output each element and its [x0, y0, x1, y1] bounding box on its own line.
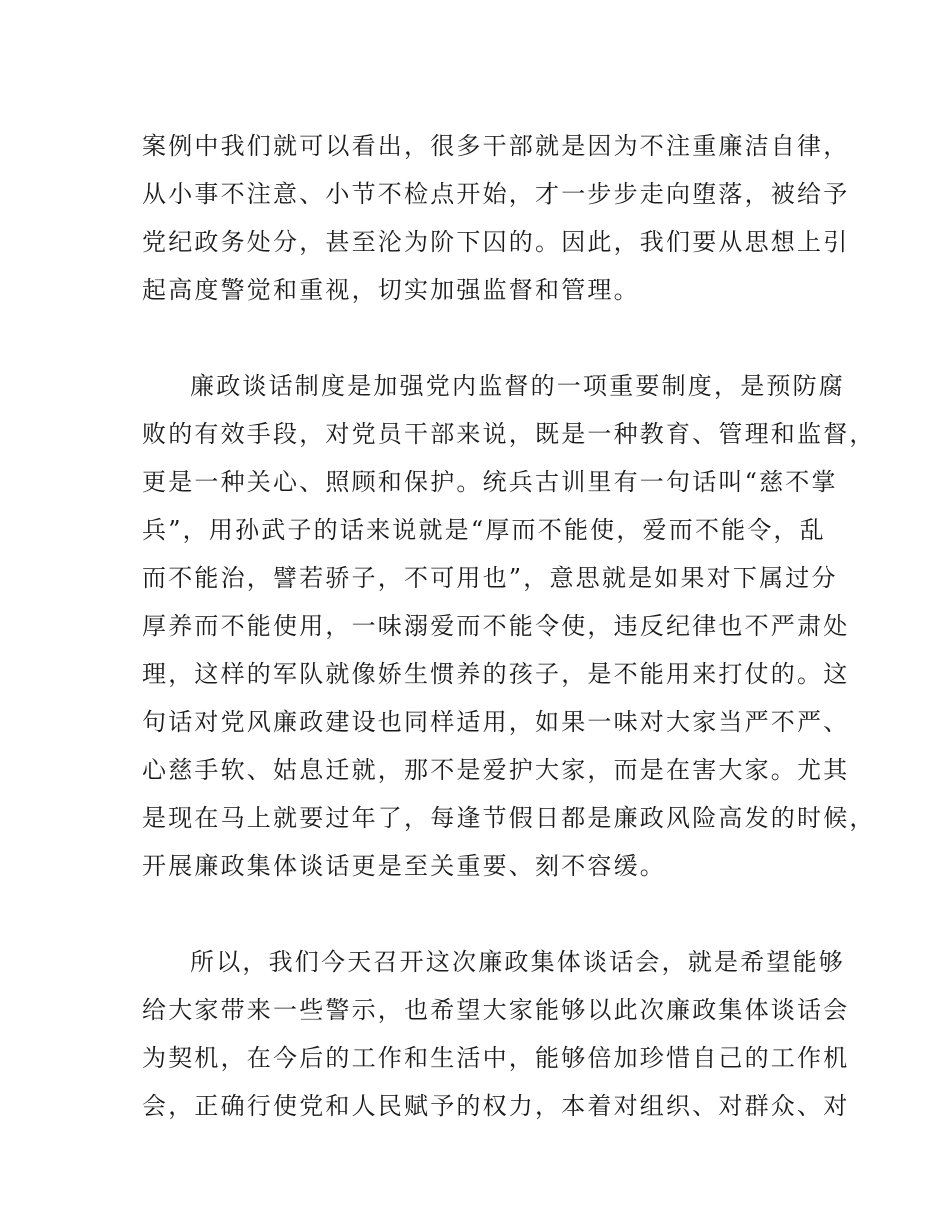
- paragraph-2: [142, 362, 876, 890]
- text-line: 更是一种关心、照顾和保护。统兵古训里有一句话叫“慈不掌: [142, 468, 838, 496]
- text-line: 为契机，在今后的工作和生活中，能够倍加珍惜自己的工作机: [142, 1044, 850, 1072]
- text-line: 兵”，用孙武子的话来说就是“厚而不能使，爱而不能令，乱: [142, 516, 826, 544]
- text-line: 会，正确行使党和人民赋予的权力，本着对组织、对群众、对: [142, 1092, 850, 1120]
- paragraph-spacer: [142, 314, 832, 362]
- text-line: 厚养而不能使用，一味溺爱而不能令使，违反纪律也不严肃处: [142, 612, 850, 640]
- text-line: 给大家带来一些警示，也希望大家能够以此次廉政集体谈话会: [142, 996, 850, 1024]
- text-line: 起高度警觉和重视，切实加强监督和管理。: [142, 276, 640, 304]
- text-line: 理，这样的军队就像娇生惯养的孩子，是不能用来打仗的。这: [142, 660, 850, 688]
- text-line: 所以，我们今天召开这次廉政集体谈话会，就是希望能够: [190, 948, 845, 976]
- text-line: 党纪政务处分，甚至沦为阶下囚的。因此，我们要从思想上引: [142, 228, 850, 256]
- paragraph-1: [142, 122, 850, 314]
- text-line: 案例中我们就可以看出，很多干部就是因为不注重廉洁自律，: [142, 132, 850, 160]
- text-line: 心慈手软、姑息迁就，那不是爱护大家，而是在害大家。尤其: [142, 756, 850, 784]
- text-line: 从小事不注意、小节不检点开始，才一步步走向堕落，被给予: [142, 180, 850, 208]
- paragraph-spacer: [142, 890, 832, 938]
- document-body: [142, 122, 876, 1130]
- paragraph-3: [142, 938, 850, 1130]
- text-line: 开展廉政集体谈话更是至关重要、刻不容缓。: [142, 852, 666, 880]
- text-line: 廉政谈话制度是加强党内监督的一项重要制度，是预防腐: [190, 372, 845, 400]
- text-line: 而不能治，譬若骄子，不可用也”，意思就是如果对下属过分: [142, 564, 838, 592]
- text-line: 败的有效手段，对党员干部来说，既是一种教育、管理和监督，: [142, 420, 876, 448]
- text-line: 句话对党风廉政建设也同样适用，如果一味对大家当严不严、: [142, 708, 850, 736]
- text-line: 是现在马上就要过年了，每逢节假日都是廉政风险高发的时候，: [142, 804, 876, 832]
